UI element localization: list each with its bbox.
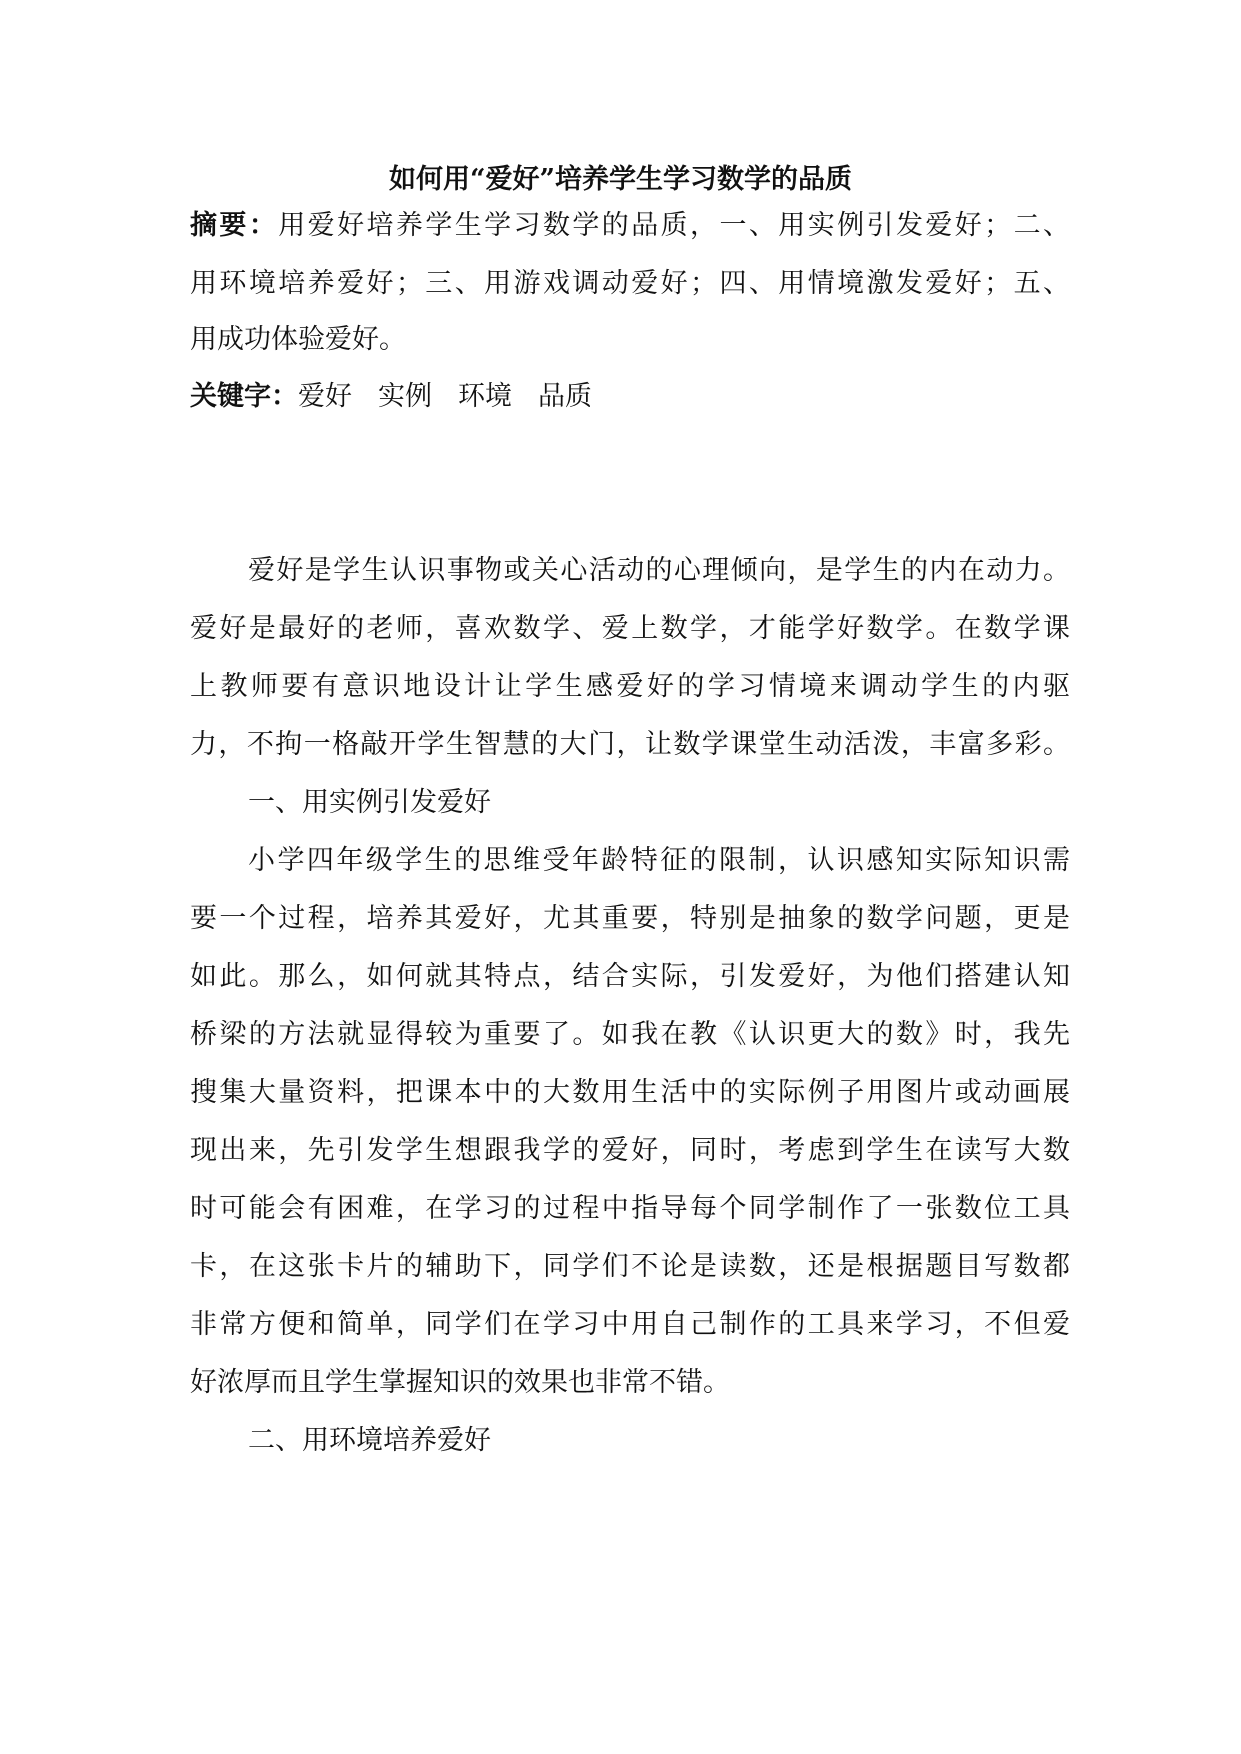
section1-line-6: 现出来，先引发学生想跟我学的爱好，同时，考虑到学生在读写大数 [190, 1135, 1070, 1166]
section1-line-4: 桥梁的方法就显得较为重要了。如我在教《认识更大的数》时，我先 [190, 1019, 1070, 1050]
keyword-item: 品质 [538, 381, 592, 412]
section1-line-2: 要一个过程，培养其爱好，尤其重要，特别是抽象的数学问题，更是 [190, 903, 1070, 934]
abstract-line-2: 用环境培养爱好；三、用游戏调动爱好；四、用情境激发爱好；五、 [190, 268, 1070, 299]
abstract-text-1: 用爱好培养学生学习数学的品质，一、用实例引发爱好；二、 [278, 210, 1071, 241]
abstract-line-3: 用成功体验爱好。 [190, 324, 406, 355]
keyword-item: 实例 [378, 381, 432, 412]
intro-line-4: 力，不拘一格敲开学生智慧的大门，让数学课堂生动活泼，丰富多彩。 [190, 729, 1070, 760]
document-title: 如何用“爱好”培养学生学习数学的品质 [388, 164, 853, 195]
section1-line-3: 如此。那么，如何就其特点，结合实际，引发爱好，为他们搭建认知 [190, 961, 1070, 992]
section2-heading: 二、用环境培养爱好 [248, 1425, 491, 1456]
section1-line-1: 小学四年级学生的思维受年龄特征的限制，认识感知实际知识需 [248, 845, 1070, 876]
abstract-label: 摘要： [190, 210, 279, 241]
keyword-item: 爱好 [298, 381, 352, 412]
abstract-line-1 [190, 206, 1070, 246]
keyword-item: 环境 [458, 381, 512, 412]
section1-line-9: 非常方便和简单，同学们在学习中用自己制作的工具来学习，不但爱 [190, 1309, 1070, 1340]
section1-line-7: 时可能会有困难，在学习的过程中指导每个同学制作了一张数位工具 [190, 1193, 1070, 1224]
section1-line-5: 搜集大量资料，把课本中的大数用生活中的实际例子用图片或动画展 [190, 1077, 1070, 1108]
keywords-label: 关键字： [190, 381, 298, 412]
intro-line-3: 上教师要有意识地设计让学生感爱好的学习情境来调动学生的内驱 [190, 671, 1070, 702]
section1-line-8: 卡，在这张卡片的辅助下，同学们不论是读数，还是根据题目写数都 [190, 1251, 1070, 1282]
intro-line-1: 爱好是学生认识事物或关心活动的心理倾向，是学生的内在动力。 [248, 555, 1070, 586]
section1-line-10: 好浓厚而且学生掌握知识的效果也非常不错。 [190, 1367, 730, 1398]
section1-heading: 一、用实例引发爱好 [248, 787, 491, 818]
intro-line-2: 爱好是最好的老师，喜欢数学、爱上数学，才能学好数学。在数学课 [190, 613, 1070, 644]
keywords-line [190, 377, 1070, 417]
